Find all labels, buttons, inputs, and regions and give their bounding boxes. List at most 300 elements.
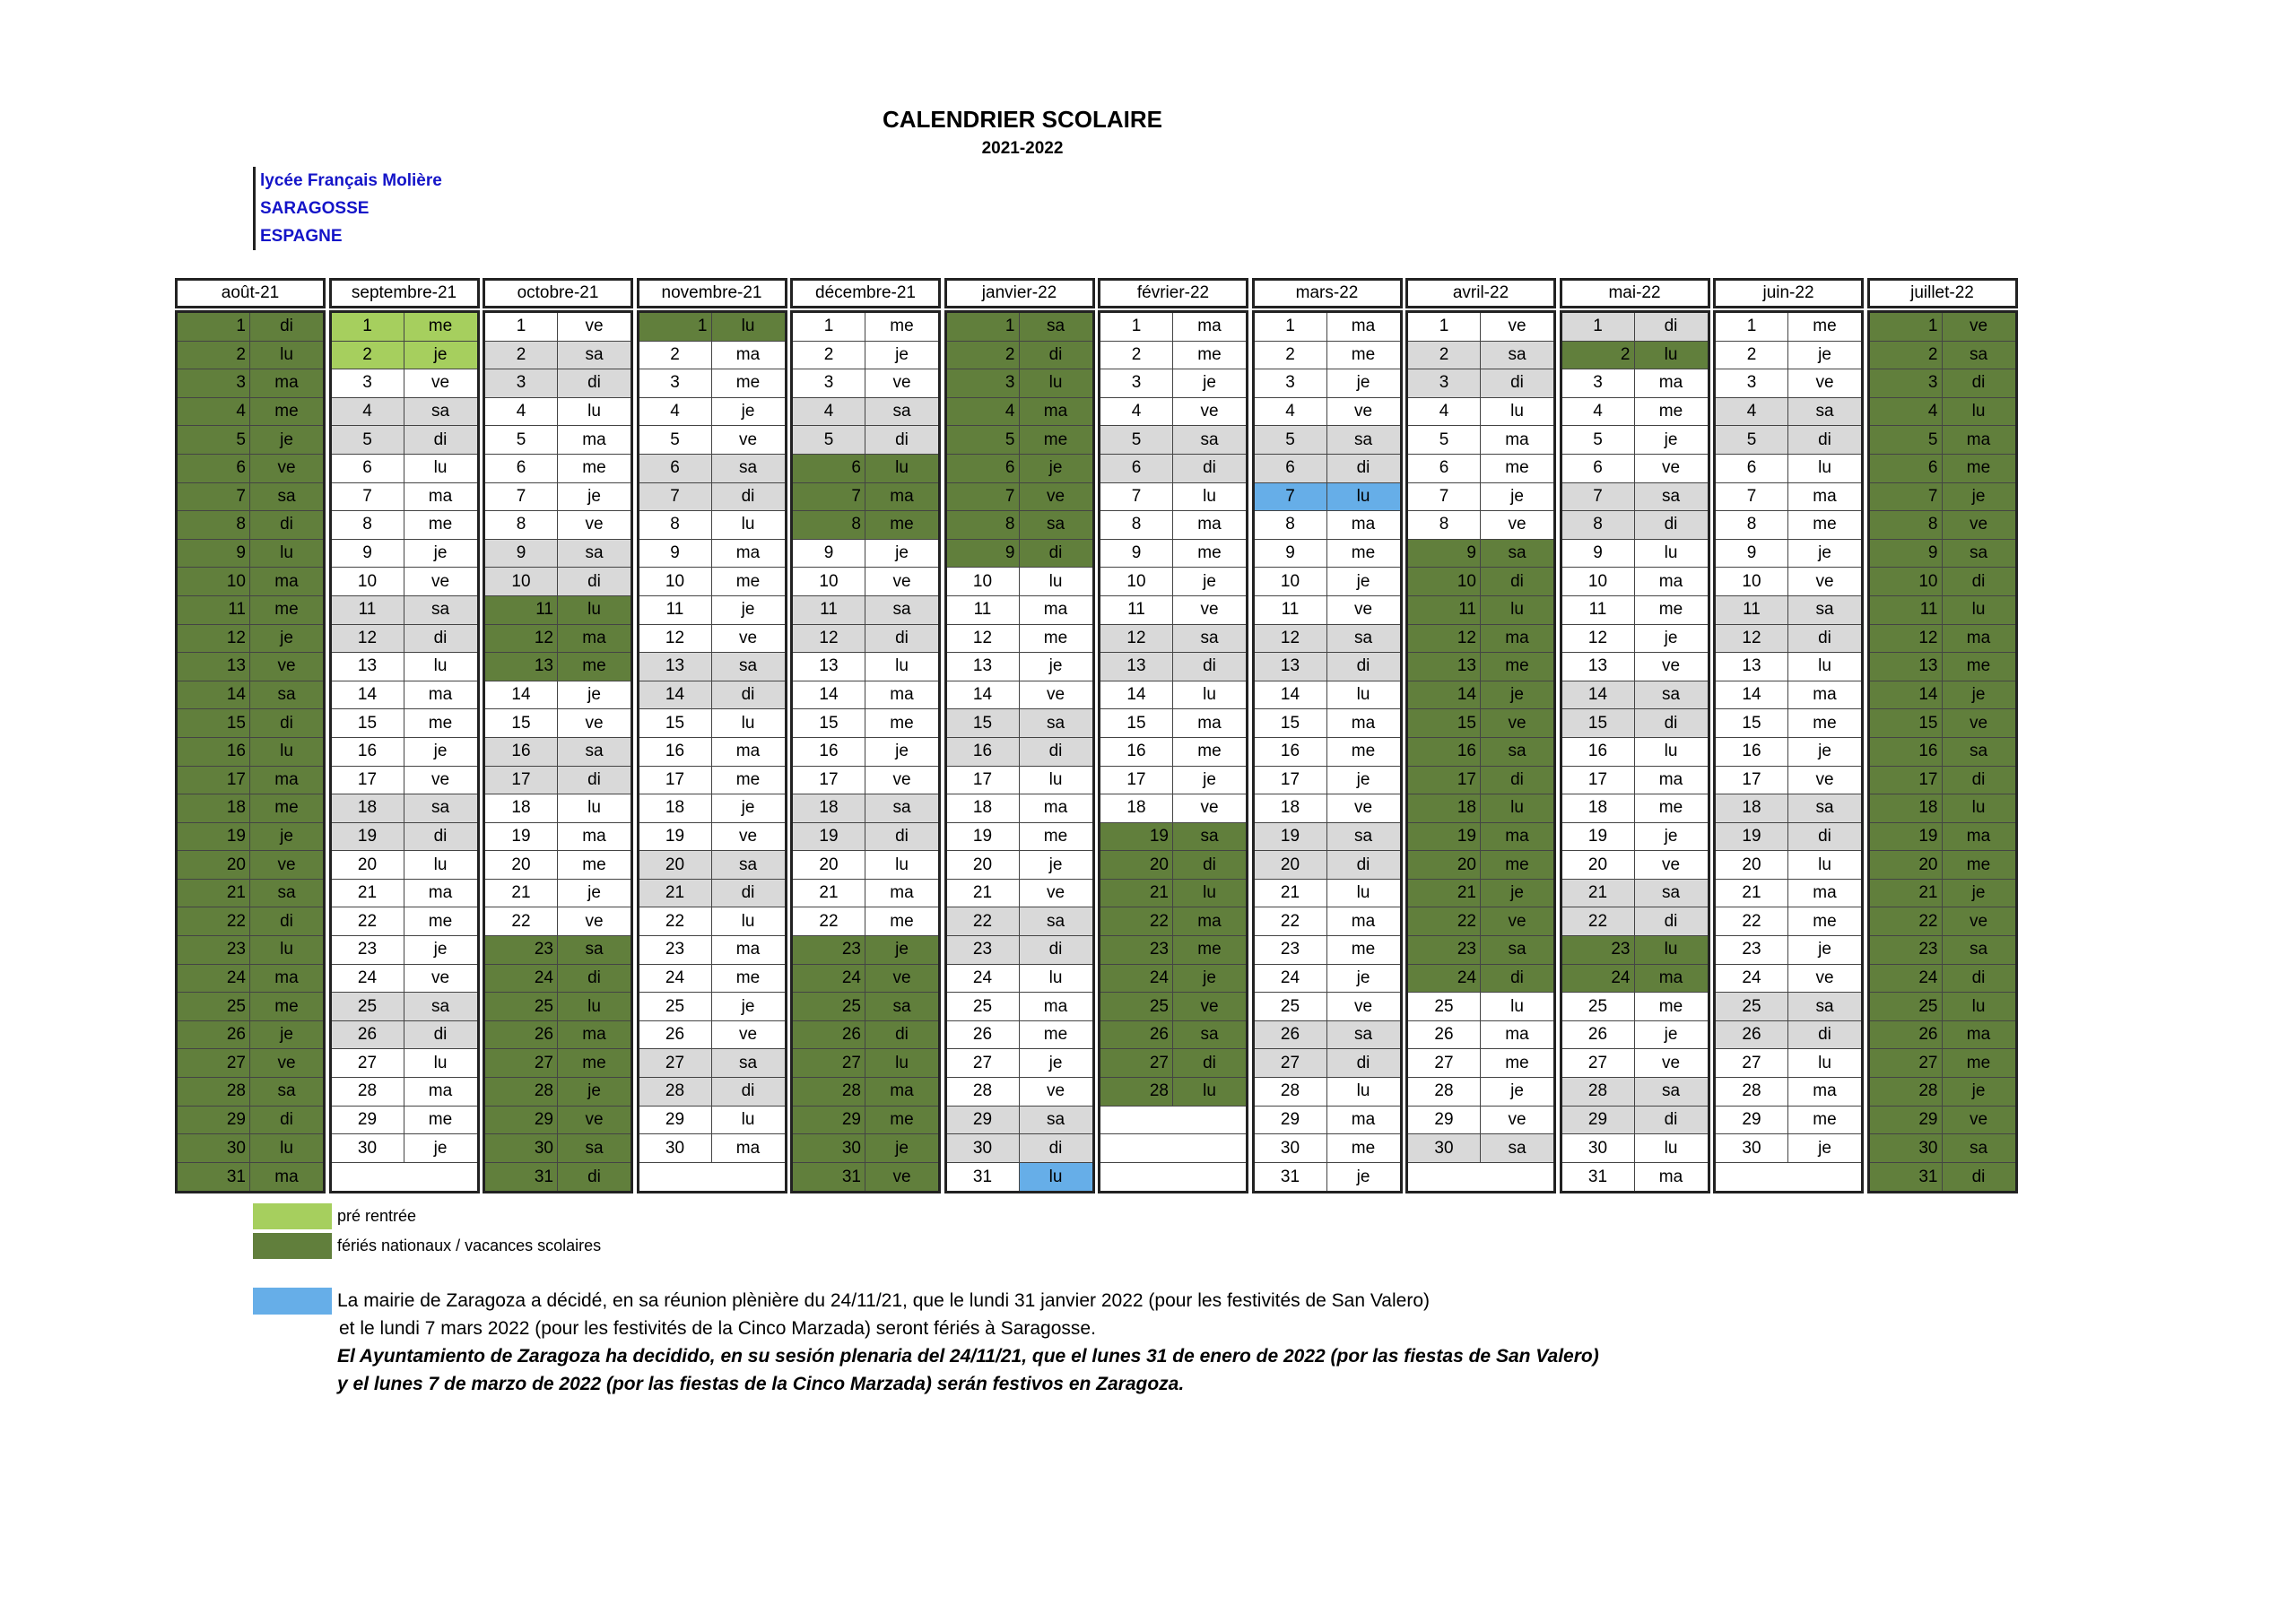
day-row [485, 993, 631, 1021]
day-row [332, 625, 477, 654]
day-number: 27 [485, 1049, 558, 1077]
day-number: 25 [1255, 993, 1327, 1020]
day-number: 21 [793, 880, 865, 907]
weekday-label: lu [1020, 767, 1092, 794]
day-row [1716, 681, 1861, 710]
weekday-label: ve [1635, 455, 1708, 482]
day-row [639, 653, 785, 681]
day-row [1408, 596, 1553, 625]
weekday-label: je [1481, 483, 1553, 511]
day-number: 15 [639, 709, 712, 737]
day-row [1408, 1134, 1553, 1163]
day-row [1100, 398, 1246, 427]
weekday-label: sa [1173, 1021, 1246, 1049]
day-number: 19 [1408, 823, 1481, 851]
day-number: 31 [793, 1163, 865, 1192]
day-row [1562, 823, 1708, 852]
day-row [1870, 426, 2015, 455]
day-number: 7 [332, 483, 404, 511]
day-number: 29 [1408, 1107, 1481, 1134]
day-row [1255, 993, 1400, 1021]
day-row [639, 1021, 785, 1050]
weekday-label: lu [712, 907, 785, 935]
weekday-label: sa [1635, 880, 1708, 907]
weekday-label: di [250, 313, 323, 341]
weekday-label: je [1788, 738, 1861, 766]
day-number: 16 [1716, 738, 1788, 766]
day-number: 10 [332, 568, 404, 595]
day-number: 21 [1255, 880, 1327, 907]
weekday-label: je [1327, 767, 1400, 794]
day-row [485, 767, 631, 795]
day-number: 4 [1870, 398, 1943, 426]
day-number: 29 [639, 1107, 712, 1134]
day-number: 14 [1100, 681, 1173, 709]
day-number: 16 [1255, 738, 1327, 766]
day-number: 26 [332, 1021, 404, 1049]
day-row [1255, 851, 1400, 880]
weekday-label: lu [250, 540, 323, 568]
day-number: 6 [947, 455, 1020, 482]
day-row [1716, 907, 1861, 936]
day-row [947, 313, 1092, 342]
weekday-label: sa [1173, 625, 1246, 653]
weekday-label: ve [1788, 965, 1861, 993]
day-row [485, 1078, 631, 1107]
day-number: 12 [332, 625, 404, 653]
weekday-label: ve [404, 767, 477, 794]
weekday-label: ma [1481, 426, 1553, 454]
weekday-label: ma [1481, 823, 1553, 851]
weekday-label: me [1173, 738, 1246, 766]
day-number: 19 [793, 823, 865, 851]
day-row [1716, 540, 1861, 568]
weekday-label: ma [404, 880, 477, 907]
day-row [1870, 511, 2015, 540]
day-number: 23 [1562, 936, 1635, 964]
day-number: 29 [1255, 1107, 1327, 1134]
day-row [1408, 851, 1553, 880]
day-row [639, 851, 785, 880]
weekday-label: je [865, 540, 938, 568]
weekday-label: ma [1327, 1107, 1400, 1134]
day-row [1870, 936, 2015, 965]
day-row [1716, 1134, 1861, 1163]
day-number: 7 [1100, 483, 1173, 511]
day-row [1870, 653, 2015, 681]
weekday-label: je [865, 342, 938, 369]
day-row [793, 880, 938, 908]
weekday-label: ve [558, 907, 631, 935]
legend-swatch-special [253, 1288, 332, 1315]
day-number: 15 [178, 709, 250, 737]
day-row [1562, 596, 1708, 625]
day-row [178, 398, 323, 427]
day-row [1870, 455, 2015, 483]
day-number: 25 [947, 993, 1020, 1020]
day-row [1255, 483, 1400, 512]
day-row [1562, 1107, 1708, 1135]
weekday-label: je [558, 483, 631, 511]
day-row [1408, 653, 1553, 681]
day-row [332, 653, 477, 681]
weekday-label: me [250, 398, 323, 426]
weekday-label: lu [1788, 455, 1861, 482]
weekday-label: lu [865, 455, 938, 482]
day-row [178, 455, 323, 483]
day-row [793, 398, 938, 427]
weekday-label: ma [865, 483, 938, 511]
day-row [947, 709, 1092, 738]
weekday-label: ma [712, 738, 785, 766]
month-header: août-21 [175, 278, 326, 308]
day-row [485, 540, 631, 568]
day-row [178, 1078, 323, 1107]
day-row [1716, 483, 1861, 512]
weekday-label: je [1788, 936, 1861, 964]
weekday-label: ve [558, 1107, 631, 1134]
day-number: 28 [639, 1078, 712, 1106]
day-row [1716, 511, 1861, 540]
day-row [332, 568, 477, 596]
day-number: 8 [1716, 511, 1788, 539]
month-header: octobre-21 [483, 278, 633, 308]
weekday-label: me [1327, 540, 1400, 568]
day-row [332, 993, 477, 1021]
day-row [947, 681, 1092, 710]
weekday-label: di [712, 880, 785, 907]
weekday-label: lu [1635, 540, 1708, 568]
day-row [178, 483, 323, 512]
day-row [178, 342, 323, 370]
weekday-label: di [1788, 625, 1861, 653]
weekday-label: me [404, 1107, 477, 1134]
day-row [793, 342, 938, 370]
weekday-label: ma [1943, 426, 2015, 454]
day-row [1716, 342, 1861, 370]
weekday-label: me [1943, 653, 2015, 681]
day-row [793, 907, 938, 936]
day-row [178, 1021, 323, 1050]
day-number: 5 [639, 426, 712, 454]
weekday-label: di [250, 907, 323, 935]
weekday-label: je [1943, 1078, 2015, 1106]
day-row [1562, 709, 1708, 738]
weekday-label: di [712, 483, 785, 511]
day-number: 11 [1408, 596, 1481, 624]
day-row [332, 1021, 477, 1050]
day-number: 17 [1562, 767, 1635, 794]
day-number: 8 [332, 511, 404, 539]
weekday-label: di [404, 823, 477, 851]
day-row [1255, 965, 1400, 994]
weekday-label: me [1788, 907, 1861, 935]
day-number: 13 [639, 653, 712, 681]
weekday-label: di [1327, 455, 1400, 482]
day-number: 18 [1870, 794, 1943, 822]
day-row [1562, 965, 1708, 994]
weekday-label: ma [404, 483, 477, 511]
day-row [1870, 540, 2015, 568]
day-row [947, 965, 1092, 994]
day-number: 18 [947, 794, 1020, 822]
day-number: 11 [1255, 596, 1327, 624]
day-number: 20 [178, 851, 250, 879]
day-number: 5 [178, 426, 250, 454]
day-row [1870, 1134, 2015, 1163]
weekday-label: me [1327, 738, 1400, 766]
day-row [639, 1049, 785, 1078]
day-number: 9 [947, 540, 1020, 568]
weekday-label: ve [1327, 398, 1400, 426]
day-number: 11 [178, 596, 250, 624]
day-row [947, 1078, 1092, 1107]
weekday-label: me [712, 767, 785, 794]
day-row [1716, 568, 1861, 596]
day-row [1408, 681, 1553, 710]
day-number: 18 [1100, 794, 1173, 822]
weekday-label: di [865, 426, 938, 454]
weekday-label: ve [1943, 511, 2015, 539]
weekday-label: lu [404, 455, 477, 482]
day-row [332, 823, 477, 852]
day-number: 30 [793, 1134, 865, 1162]
weekday-label: me [865, 313, 938, 341]
day-number: 18 [1716, 794, 1788, 822]
day-number: 18 [178, 794, 250, 822]
day-number: 7 [1870, 483, 1943, 511]
weekday-label: lu [1943, 794, 2015, 822]
month-days [175, 310, 326, 1193]
weekday-label: sa [1943, 936, 2015, 964]
day-row [1716, 653, 1861, 681]
day-row [1870, 681, 2015, 710]
day-number: 30 [332, 1134, 404, 1162]
weekday-label: sa [1173, 823, 1246, 851]
weekday-label: me [865, 709, 938, 737]
day-number: 26 [947, 1021, 1020, 1049]
day-number: 30 [1408, 1134, 1481, 1162]
day-number: 17 [639, 767, 712, 794]
weekday-label: me [1635, 794, 1708, 822]
day-number: 4 [485, 398, 558, 426]
day-number: 15 [1255, 709, 1327, 737]
day-row [178, 540, 323, 568]
weekday-label: sa [1788, 596, 1861, 624]
day-number: 12 [1562, 625, 1635, 653]
day-number: 19 [1100, 823, 1173, 851]
weekday-label: ma [1635, 767, 1708, 794]
weekday-label: lu [1943, 596, 2015, 624]
weekday-label: je [1635, 1021, 1708, 1049]
weekday-label: sa [1173, 426, 1246, 454]
day-number: 27 [1408, 1049, 1481, 1077]
day-row [1255, 936, 1400, 965]
day-number: 21 [1408, 880, 1481, 907]
weekday-label: me [1635, 596, 1708, 624]
weekday-label: ma [712, 540, 785, 568]
day-row [947, 880, 1092, 908]
day-number: 16 [178, 738, 250, 766]
day-number: 17 [1255, 767, 1327, 794]
day-row [1870, 880, 2015, 908]
day-number: 1 [1255, 313, 1327, 341]
weekday-label: ve [1481, 313, 1553, 341]
day-row [485, 1134, 631, 1163]
day-row [793, 313, 938, 342]
day-number: 29 [178, 1107, 250, 1134]
day-number: 4 [332, 398, 404, 426]
day-row [1408, 936, 1553, 965]
weekday-label: sa [558, 342, 631, 369]
weekday-label: ve [250, 1049, 323, 1077]
day-number: 14 [1408, 681, 1481, 709]
day-number: 12 [1408, 625, 1481, 653]
day-row [332, 342, 477, 370]
weekday-label: lu [1173, 1078, 1246, 1106]
day-number: 2 [1408, 342, 1481, 369]
day-number: 8 [1870, 511, 1943, 539]
day-row [332, 851, 477, 880]
weekday-label: di [558, 767, 631, 794]
day-number: 11 [1100, 596, 1173, 624]
weekday-label: ma [1173, 907, 1246, 935]
day-number: 3 [1870, 369, 1943, 397]
day-number: 5 [947, 426, 1020, 454]
day-number: 19 [1562, 823, 1635, 851]
day-number: 18 [793, 794, 865, 822]
day-number: 28 [1408, 1078, 1481, 1106]
day-number: 27 [1870, 1049, 1943, 1077]
day-number: 18 [1562, 794, 1635, 822]
day-number: 21 [947, 880, 1020, 907]
weekday-label: sa [1020, 1107, 1092, 1134]
weekday-label: ma [250, 568, 323, 595]
weekday-label: je [1635, 426, 1708, 454]
month-header: juillet-22 [1867, 278, 2018, 308]
day-row [793, 738, 938, 767]
day-row [793, 823, 938, 852]
day-row [1100, 596, 1246, 625]
day-row [1255, 1078, 1400, 1107]
day-number: 23 [947, 936, 1020, 964]
day-row [485, 398, 631, 427]
day-number: 15 [1408, 709, 1481, 737]
weekday-label: di [1943, 965, 2015, 993]
weekday-label: ve [865, 568, 938, 595]
day-number: 29 [1562, 1107, 1635, 1134]
weekday-label: me [712, 965, 785, 993]
weekday-label: je [1943, 483, 2015, 511]
weekday-label: sa [1481, 540, 1553, 568]
day-row [178, 313, 323, 342]
day-number: 15 [1562, 709, 1635, 737]
day-row [1408, 738, 1553, 767]
day-row [1255, 625, 1400, 654]
day-row [1408, 483, 1553, 512]
weekday-label: sa [1481, 936, 1553, 964]
weekday-label: lu [1020, 369, 1092, 397]
weekday-label: lu [865, 851, 938, 879]
day-row [485, 709, 631, 738]
day-number: 9 [1255, 540, 1327, 568]
day-row [1562, 767, 1708, 795]
day-number: 26 [485, 1021, 558, 1049]
day-row [1255, 738, 1400, 767]
day-number: 1 [1408, 313, 1481, 341]
weekday-label: ma [1943, 823, 2015, 851]
weekday-label: je [1481, 681, 1553, 709]
day-number: 6 [1408, 455, 1481, 482]
weekday-label: lu [1635, 738, 1708, 766]
day-row [178, 1107, 323, 1135]
day-number: 26 [1870, 1021, 1943, 1049]
day-row [1716, 794, 1861, 823]
day-number: 11 [1716, 596, 1788, 624]
day-row [1255, 455, 1400, 483]
day-row [332, 965, 477, 994]
weekday-label: ve [1788, 568, 1861, 595]
day-number: 14 [947, 681, 1020, 709]
day-row [485, 313, 631, 342]
day-row [1255, 1107, 1400, 1135]
weekday-label: je [250, 823, 323, 851]
weekday-label: je [865, 738, 938, 766]
day-row [1255, 1049, 1400, 1078]
legend [253, 1202, 601, 1261]
day-row [485, 880, 631, 908]
day-number: 7 [947, 483, 1020, 511]
day-number: 3 [639, 369, 712, 397]
day-row [947, 794, 1092, 823]
weekday-label: me [1327, 1134, 1400, 1162]
day-row [1100, 313, 1246, 342]
weekday-label: sa [250, 681, 323, 709]
day-row [1870, 1021, 2015, 1050]
day-row [1255, 907, 1400, 936]
day-row [332, 1049, 477, 1078]
day-row [1100, 653, 1246, 681]
day-number: 14 [1562, 681, 1635, 709]
day-number: 6 [485, 455, 558, 482]
day-number: 18 [1408, 794, 1481, 822]
day-row [485, 596, 631, 625]
weekday-label: me [1788, 709, 1861, 737]
day-number: 7 [639, 483, 712, 511]
day-number: 9 [1100, 540, 1173, 568]
day-row [1870, 907, 2015, 936]
day-number: 13 [947, 653, 1020, 681]
day-number: 23 [178, 936, 250, 964]
day-number: 22 [793, 907, 865, 935]
day-row [1408, 511, 1553, 540]
day-row [1716, 313, 1861, 342]
day-number: 18 [332, 794, 404, 822]
day-row [639, 1134, 785, 1163]
day-row [1408, 426, 1553, 455]
day-row [178, 625, 323, 654]
day-number: 27 [332, 1049, 404, 1077]
day-number: 12 [639, 625, 712, 653]
weekday-label: me [712, 369, 785, 397]
weekday-label: sa [865, 993, 938, 1020]
day-number: 3 [1255, 369, 1327, 397]
day-number: 4 [1408, 398, 1481, 426]
day-row [793, 709, 938, 738]
day-number: 9 [1408, 540, 1481, 568]
weekday-label: ve [712, 1021, 785, 1049]
day-row [947, 936, 1092, 965]
